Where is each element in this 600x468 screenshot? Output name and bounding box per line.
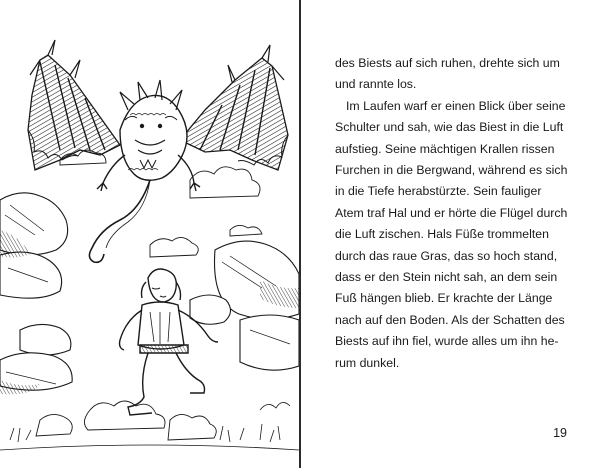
text-line: in die Tiefe herabstürzte. Sein fauliger	[335, 184, 542, 199]
text-line: aufstieg. Seine mächtigen Krallen rissen	[335, 141, 555, 156]
dragon-body	[89, 80, 200, 262]
dragon-chase-illustration	[0, 0, 299, 468]
text-line: Biests auf ihn fiel, wurde alles um ihn he-	[335, 334, 559, 349]
story-text	[335, 53, 585, 374]
text-line: nach auf den Boden. Als der Schatten des	[335, 312, 565, 327]
text-line: dass er den Stein nicht sah, an dem sein	[335, 270, 558, 285]
right-page	[301, 0, 600, 468]
left-wing	[28, 40, 120, 170]
text-line: Schulter und sah, wie das Biest in die Luft	[335, 120, 564, 135]
text-line: Furchen in die Bergwand, während es sich	[335, 163, 568, 178]
text-line: Atem traf Hal und er hörte die Flügel durch	[335, 205, 568, 220]
rock-formations	[0, 193, 299, 390]
text-line: Fuß hängen blieb. Er krachte der Länge	[335, 291, 553, 306]
text-line: durch das raue Gras, das so hoch stand,	[335, 248, 558, 263]
grass	[0, 402, 299, 450]
running-man	[120, 269, 219, 415]
text-line: Im Laufen warf er einen Blick über seine	[346, 98, 566, 113]
left-page	[0, 0, 299, 468]
text-line: rum dunkel.	[335, 355, 400, 370]
right-wing	[180, 45, 288, 170]
dust-clouds	[36, 401, 216, 440]
page-number: 19	[553, 426, 567, 440]
text-line: die Luft zischen. Hals Füße trommelten	[335, 227, 549, 242]
text-line: und rannte los.	[335, 77, 417, 92]
text-line: des Biests auf sich ruhen, drehte sich um	[335, 56, 560, 70]
